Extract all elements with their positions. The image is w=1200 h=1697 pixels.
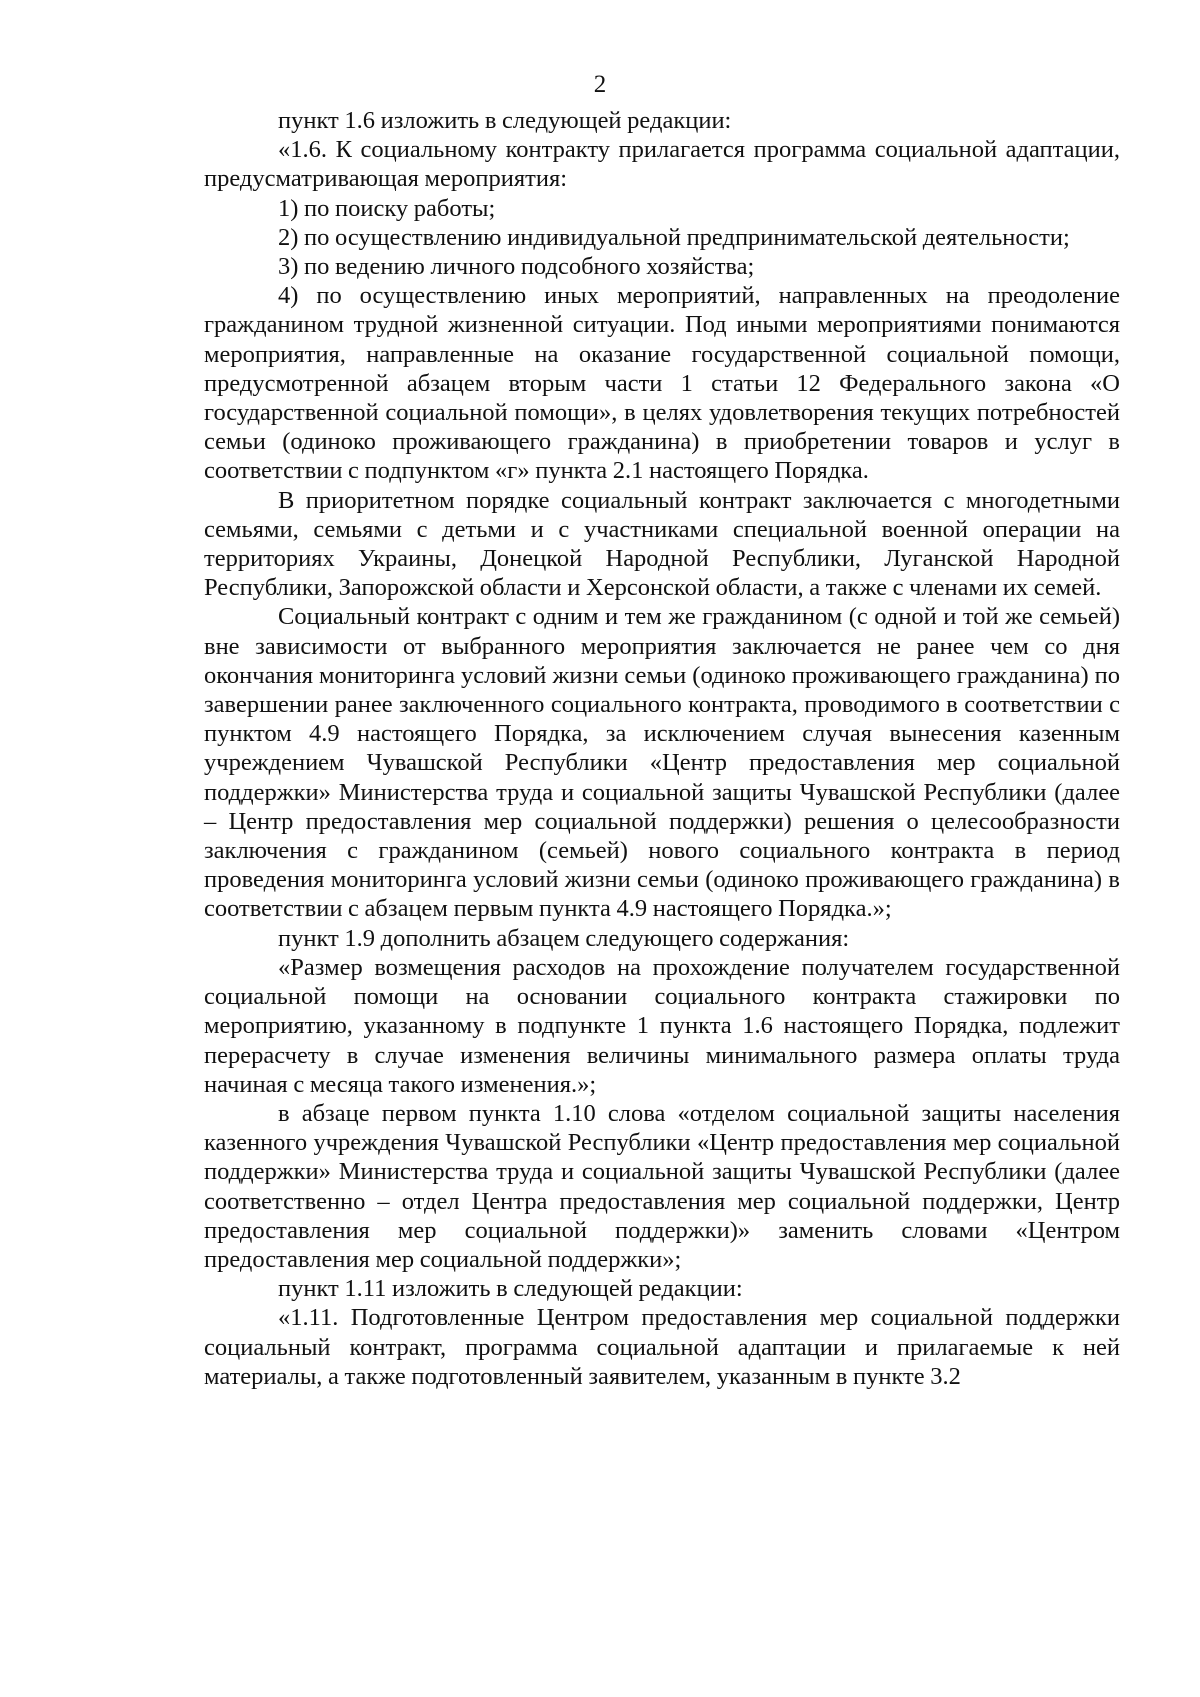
page-number: 2: [593, 71, 607, 98]
paragraph: Социальный контракт с одним и тем же гражданином (с одной и той же семьей) вне зависимости от выбранного мероприятия заключается не ранее чем со дня окончания мониторинга условий жизни семьи (одиноко проживающего гражданина) по завершении ранее заключенного социального контракта, проводимого в соответствии с пунктом 4.9 настоящего Порядка, за исключением случая вынесения казенным учреждением Чувашской Республики «Центр предоставления мер социальной поддержки» Министерства труда и социальной защиты Чувашской Республики (далее – Центр предоставления мер социальной поддержки) решения о целесообразности заключения с гражданином (семьей) нового социального контракта в период проведения мониторинга условий жизни семьи (одиноко проживающего гражданина) в соответствии с абзацем первым пункта 4.9 настоящего Порядка.»;: [204, 603, 1120, 923]
paragraph: пункт 1.11 изложить в следующей редакции:: [278, 1275, 743, 1303]
paragraph: «1.11. Подготовленные Центром предоставления мер социальной поддержки социальный контракт, программа социальной адаптации и прилагаемые к ней материалы, а также подготовленный заявителем, указанным в пункте 3.2: [204, 1304, 1120, 1390]
document-body: [204, 106, 1120, 1391]
paragraph: «Размер возмещения расходов на прохождение получателем государственной социальной помощи на основании социального контракта стажировки по мероприятию, указанному в подпункте 1 пункта 1.6 настоящего Порядка, подлежит перерасчету в случае изменения величины минимального размера оплаты труда начиная с месяца такого изменения.»;: [204, 953, 1120, 1098]
paragraph: 1) по поиску работы;: [278, 194, 496, 222]
paragraph: В приоритетном порядке социальный контракт заключается с многодетными семьями, семьями с детьми и с участниками специальной военной операции на территориях Украины, Донецкой Народной Республики, Луганской Народной Республики, Запорожской области и Херсонской области, а также с членами их семей.: [204, 486, 1120, 602]
paragraph: в абзаце первом пункта 1.10 слова «отделом социальной защиты населения казенного учреждения Чувашской Республики «Центр предоставления мер социальной поддержки» Министерства труда и социальной защиты Чувашской Республики (далее соответственно – отдел Центра предоставления мер социальной поддержки, Центр предоставления мер социальной поддержки)» заменить словами «Центром предоставления мер социальной поддержки»;: [204, 1099, 1120, 1273]
paragraph: 4) по осуществлению иных мероприятий, направленных на преодоление гражданином трудной жизненной ситуации. Под иными мероприятиями понимаются мероприятия, направленные на оказание государственной социальной помощи, предусмотренной абзацем вторым части 1 статьи 12 Федерального закона «О государственной социальной помощи», в целях удовлетворения текущих потребностей семьи (одиноко проживающего гражданина) в приобретении товаров и услуг в соответствии с подпунктом «г» пункта 2.1 настоящего Порядка.: [204, 282, 1120, 485]
paragraph: пункт 1.6 изложить в следующей редакции:: [278, 107, 732, 134]
paragraph: 2) по осуществлению индивидуальной предпринимательской деятельности;: [278, 223, 1070, 251]
paragraph: 3) по ведению личного подсобного хозяйства;: [278, 253, 755, 281]
paragraph: «1.6. К социальному контракту прилагается программа социальной адаптации, предусматривающая мероприятия:: [204, 136, 1120, 193]
paragraph: пункт 1.9 дополнить абзацем следующего содержания:: [278, 924, 850, 952]
